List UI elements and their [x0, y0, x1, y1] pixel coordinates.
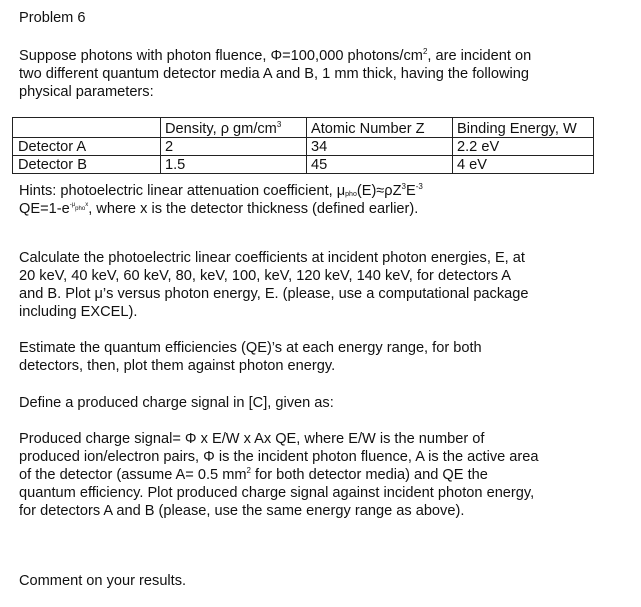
- row-density: 1.5: [161, 156, 307, 174]
- intro-paragraph: [19, 47, 619, 101]
- cm-squared-sup: 2: [422, 47, 428, 56]
- row-binding-energy: 4 eV: [453, 156, 594, 174]
- calc-line-1: Calculate the photoelectric linear coefficients at incident photon energies, E, at: [19, 250, 525, 266]
- table-row: [13, 138, 594, 156]
- produced-line-3: [19, 466, 619, 484]
- mm-squared-sup: 2: [246, 466, 251, 475]
- produced-line-1: Produced charge signal= Φ x E/W x Ax QE, where E/W is the number of: [19, 431, 485, 447]
- produced-line-3-end: for both detector media) and QE the: [250, 467, 488, 483]
- exp-mu-sup: μ: [71, 202, 76, 208]
- intro-line-3: physical parameters:: [19, 84, 154, 100]
- intro-line-1-end: , are incident on: [427, 48, 532, 64]
- header-atomic-number: Atomic Number Z: [307, 118, 453, 138]
- qe-line-1: Estimate the quantum efficiencies (QE)’s at each energy range, for both: [19, 340, 482, 356]
- calc-line-3: and B. Plot μ’s versus photon energy, E. (please, use a computational package: [19, 286, 529, 302]
- exp-minus-sup: -: [69, 202, 72, 208]
- exp-pho-sub: pho: [75, 206, 86, 212]
- row-binding-energy: 2.2 eV: [453, 138, 594, 156]
- hints-paragraph: [19, 182, 619, 218]
- produced-line-5: for detectors A and B (please, use the same energy range as above).: [19, 503, 465, 519]
- qe-paragraph: [19, 339, 619, 375]
- calc-line-2: 20 keV, 40 keV, 60 keV, 80, keV, 100, keV, 120 keV, 140 keV, for detectors A: [19, 268, 511, 284]
- row-label: Detector B: [13, 156, 161, 174]
- qe-formula: QE=1-e: [19, 201, 70, 217]
- table-row: [13, 156, 594, 174]
- parameters-table: [12, 117, 594, 174]
- produced-charge-paragraph: [19, 430, 619, 520]
- table-header-row: [13, 118, 594, 138]
- row-atomic-number: 34: [307, 138, 453, 156]
- e-minus-three-sup: -3: [415, 182, 423, 191]
- calc-line-4: including EXCEL).: [19, 304, 138, 320]
- hints-line-2: [19, 200, 619, 218]
- produced-line-2: produced ion/electron pairs, Φ is the incident photon fluence, A is the active area: [19, 449, 539, 465]
- qe-formula-text: , where x is the detector thickness (defined earlier).: [88, 201, 419, 217]
- calculate-paragraph: [19, 249, 619, 321]
- z-cubed-sup: 3: [401, 182, 406, 191]
- hints-line-1: [19, 182, 619, 200]
- header-blank-cell: [13, 118, 161, 138]
- row-label: Detector A: [13, 138, 161, 156]
- intro-line-1-text: Suppose photons with photon fluence, Φ=100,000 photons/cm: [19, 48, 423, 64]
- produced-line-4: quantum efficiency. Plot produced charge signal against incident photon energy,: [19, 485, 535, 501]
- mu-pho-sub: pho: [345, 191, 357, 198]
- row-atomic-number: 45: [307, 156, 453, 174]
- hints-energy: E: [405, 183, 416, 199]
- header-density-sup: 3: [276, 120, 282, 129]
- comment-paragraph: Comment on your results.: [19, 573, 187, 589]
- hints-formula: (E)≈ρZ: [356, 183, 402, 199]
- define-paragraph: Define a produced charge signal in [C], given as:: [19, 395, 334, 411]
- header-binding-energy: Binding Energy, W: [453, 118, 594, 138]
- row-density: 2: [161, 138, 307, 156]
- intro-line-1: [19, 47, 619, 65]
- exp-x-sup: x: [85, 202, 89, 208]
- problem-title: Problem 6: [19, 10, 86, 26]
- intro-line-2: two different quantum detector media A and B, 1 mm thick, having the following: [19, 66, 529, 82]
- header-density: [161, 118, 307, 138]
- produced-line-3-text: of the detector (assume A= 0.5 mm: [19, 467, 247, 483]
- header-density-text: Density, ρ gm/cm: [165, 121, 277, 137]
- qe-line-2: detectors, then, plot them against photon energy.: [19, 358, 336, 374]
- hints-text: Hints: photoelectric linear attenuation coefficient, μ: [19, 183, 346, 199]
